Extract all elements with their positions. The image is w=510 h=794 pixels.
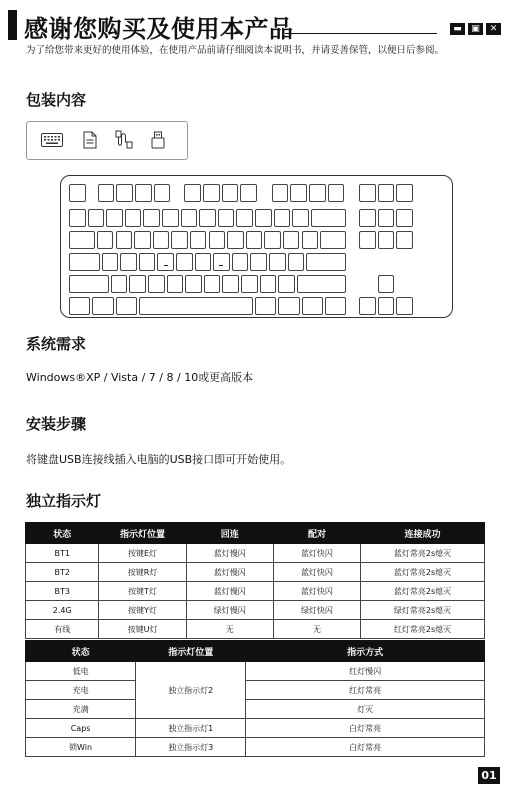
state-cell: 充满 (26, 700, 136, 719)
keyboard-key (232, 253, 249, 271)
intro-text: 为了给您带来更好的使用体验，在使用产品前请仔细阅读本说明书，并请妥善保管，以便日后参阅。 (26, 45, 445, 56)
keyboard-key (246, 231, 263, 249)
keyboard-key (218, 209, 235, 227)
mode-cell: 白灯常亮 (246, 738, 485, 757)
keyboard-key (116, 231, 133, 249)
keyboard-key (111, 275, 128, 293)
keyboard-key (328, 184, 345, 202)
table-row (26, 563, 485, 582)
keyboard-key (378, 184, 395, 202)
package-heading: 包装内容 (26, 91, 87, 109)
table-cell: 绿灯常亮2s熄灭 (361, 601, 485, 620)
keyboard-key (297, 275, 346, 293)
table-row (26, 681, 485, 700)
indicator-status-table (25, 640, 485, 757)
minimize-icon: ▬ (450, 23, 465, 35)
keyboard-key (240, 184, 257, 202)
keyboard-key (359, 231, 376, 249)
table-cell: BT2 (26, 563, 99, 582)
table-row (26, 582, 485, 601)
keyboard-key (302, 297, 323, 315)
keyboard-key (153, 231, 170, 249)
state-cell: 锁Win (26, 738, 136, 757)
state-cell: 充电 (26, 681, 136, 700)
maximize-icon: ▣ (468, 23, 483, 35)
keyboard-key (250, 253, 267, 271)
table-cell: 红灯常亮2s熄灭 (361, 620, 485, 639)
table-cell: 蓝灯慢闪 (186, 563, 273, 582)
table-header: 状态 (26, 641, 136, 662)
keyboard-key (396, 297, 413, 315)
table-cell: 蓝灯快闪 (273, 544, 360, 563)
keyboard-key (292, 209, 309, 227)
title-marker (8, 10, 17, 40)
keyboard-key (378, 209, 395, 227)
keyboard-key (359, 209, 376, 227)
table-cell: 蓝灯常亮2s熄灭 (361, 563, 485, 582)
table-cell: 按键R灯 (99, 563, 186, 582)
keyboard-key (320, 231, 346, 249)
document-icon (79, 130, 101, 150)
keyboard-key (278, 297, 299, 315)
keyboard-key (209, 231, 226, 249)
connection-status-table (25, 522, 485, 639)
keyboard-key (199, 209, 216, 227)
table-cell: 蓝灯慢闪 (186, 544, 273, 563)
keyboard-key (88, 209, 105, 227)
keyboard-key (309, 184, 326, 202)
table-row (26, 620, 485, 639)
keyboard-key (184, 184, 201, 202)
page-title: 感谢您购买及使用本产品 (24, 15, 294, 43)
keyboard-key (171, 231, 188, 249)
keyboard-key (222, 275, 239, 293)
table-cell: BT3 (26, 582, 99, 601)
keyboard-key (69, 297, 90, 315)
table-cell: 蓝灯慢闪 (186, 582, 273, 601)
keyboard-key (116, 297, 137, 315)
requirements-text: Windows®XP / Vista / 7 / 8 / 10或更高版本 (26, 371, 254, 384)
package-contents-box (26, 121, 188, 160)
keyboard-key (283, 231, 300, 249)
keyboard-key (203, 184, 220, 202)
keyboard-key (148, 275, 165, 293)
keyboard-key (255, 209, 272, 227)
table-cell: 无 (273, 620, 360, 639)
keyboard-key (69, 184, 86, 202)
table-cell: 按键U灯 (99, 620, 186, 639)
install-text: 将键盘USB连接线插入电脑的USB接口即可开始使用。 (26, 453, 292, 466)
keyboard-key (378, 231, 395, 249)
table-cell: 按键E灯 (99, 544, 186, 563)
position-cell: 独立指示灯1 (136, 719, 246, 738)
table-header: 回连 (186, 523, 273, 544)
mode-cell: 红灯慢闪 (246, 662, 485, 681)
keyboard-key (378, 275, 395, 293)
keyboard-key (167, 275, 184, 293)
state-cell: Caps (26, 719, 136, 738)
keyboard-key (97, 231, 114, 249)
keyboard-key (69, 209, 86, 227)
usb-cable-icon (113, 130, 135, 150)
keyboard-key (102, 253, 119, 271)
table-cell: 绿灯快闪 (273, 601, 360, 620)
keyboard-key (125, 209, 142, 227)
keyboard-key (236, 209, 253, 227)
mode-cell: 白灯常亮 (246, 719, 485, 738)
table-cell: 2.4G (26, 601, 99, 620)
table-row (26, 700, 485, 719)
keyboard-key (204, 275, 221, 293)
keyboard-key (213, 253, 230, 271)
table-header: 指示灯位置 (136, 641, 246, 662)
keyboard-key (274, 209, 291, 227)
keyboard-key (306, 253, 346, 271)
keyboard-key (359, 184, 376, 202)
keyboard-key (185, 275, 202, 293)
table-cell: 蓝灯常亮2s熄灭 (361, 544, 485, 563)
keyboard-key (139, 297, 253, 315)
table-cell: 有线 (26, 620, 99, 639)
keyboard-key (190, 231, 207, 249)
keyboard-key (396, 231, 413, 249)
keyboard-key (241, 275, 258, 293)
keyboard-key (116, 184, 133, 202)
table-cell: BT1 (26, 544, 99, 563)
keyboard-key (98, 184, 115, 202)
keyboard-layout-diagram (60, 175, 453, 318)
keyboard-key (92, 297, 113, 315)
table-row (26, 601, 485, 620)
keyboard-key (129, 275, 146, 293)
table-header: 状态 (26, 523, 99, 544)
keyboard-key (378, 297, 395, 315)
keyboard-key (325, 297, 346, 315)
table-cell: 蓝灯常亮2s熄灭 (361, 582, 485, 601)
keyboard-key (269, 253, 286, 271)
close-icon: ✕ (486, 23, 501, 35)
table-row (26, 544, 485, 563)
position-cell: 独立指示灯3 (136, 738, 246, 757)
keyboard-key (143, 209, 160, 227)
keyboard-key (288, 253, 305, 271)
table-cell: 按键Y灯 (99, 601, 186, 620)
table-cell: 绿灯慢闪 (186, 601, 273, 620)
title-underline (285, 33, 437, 34)
keyboard-key (272, 184, 289, 202)
keyboard-key (260, 275, 277, 293)
table-row (26, 662, 485, 681)
position-cell: 独立指示灯2 (136, 662, 246, 719)
indicator-heading: 独立指示灯 (26, 492, 102, 510)
table-row (26, 719, 485, 738)
table-cell: 按键T灯 (99, 582, 186, 601)
keyboard-key (69, 253, 100, 271)
keyboard-key (290, 184, 307, 202)
keyboard-key (255, 297, 276, 315)
keyboard-key (311, 209, 346, 227)
table-header: 连接成功 (361, 523, 485, 544)
page-number: 01 (478, 767, 500, 784)
keyboard-key (135, 184, 152, 202)
table-cell: 蓝灯快闪 (273, 563, 360, 582)
keyboard-key (195, 253, 212, 271)
table-header: 指示方式 (246, 641, 485, 662)
keyboard-key (222, 184, 239, 202)
keyboard-key (134, 231, 151, 249)
requirements-heading: 系统需求 (26, 335, 87, 353)
keyboard-key (359, 297, 376, 315)
table-cell: 无 (186, 620, 273, 639)
keyboard-key (264, 231, 281, 249)
mode-cell: 红灯常亮 (246, 681, 485, 700)
keyboard-key (69, 275, 109, 293)
keyboard-key (157, 253, 174, 271)
keyboard-key (278, 275, 295, 293)
keyboard-key (69, 231, 95, 249)
keyboard-key (139, 253, 156, 271)
usb-receiver-icon (147, 130, 169, 150)
keyboard-icon (41, 130, 63, 150)
keyboard-key (162, 209, 179, 227)
keyboard-key (120, 253, 137, 271)
keyboard-key (302, 231, 319, 249)
table-header: 指示灯位置 (99, 523, 186, 544)
keyboard-key (396, 209, 413, 227)
mode-cell: 灯灭 (246, 700, 485, 719)
keyboard-key (181, 209, 198, 227)
table-row (26, 738, 485, 757)
table-cell: 蓝灯快闪 (273, 582, 360, 601)
keyboard-key (176, 253, 193, 271)
keyboard-key (154, 184, 171, 202)
keyboard-key (106, 209, 123, 227)
keyboard-key (396, 184, 413, 202)
table-header: 配对 (273, 523, 360, 544)
state-cell: 低电 (26, 662, 136, 681)
keyboard-key (227, 231, 244, 249)
install-heading: 安装步骤 (26, 415, 87, 433)
